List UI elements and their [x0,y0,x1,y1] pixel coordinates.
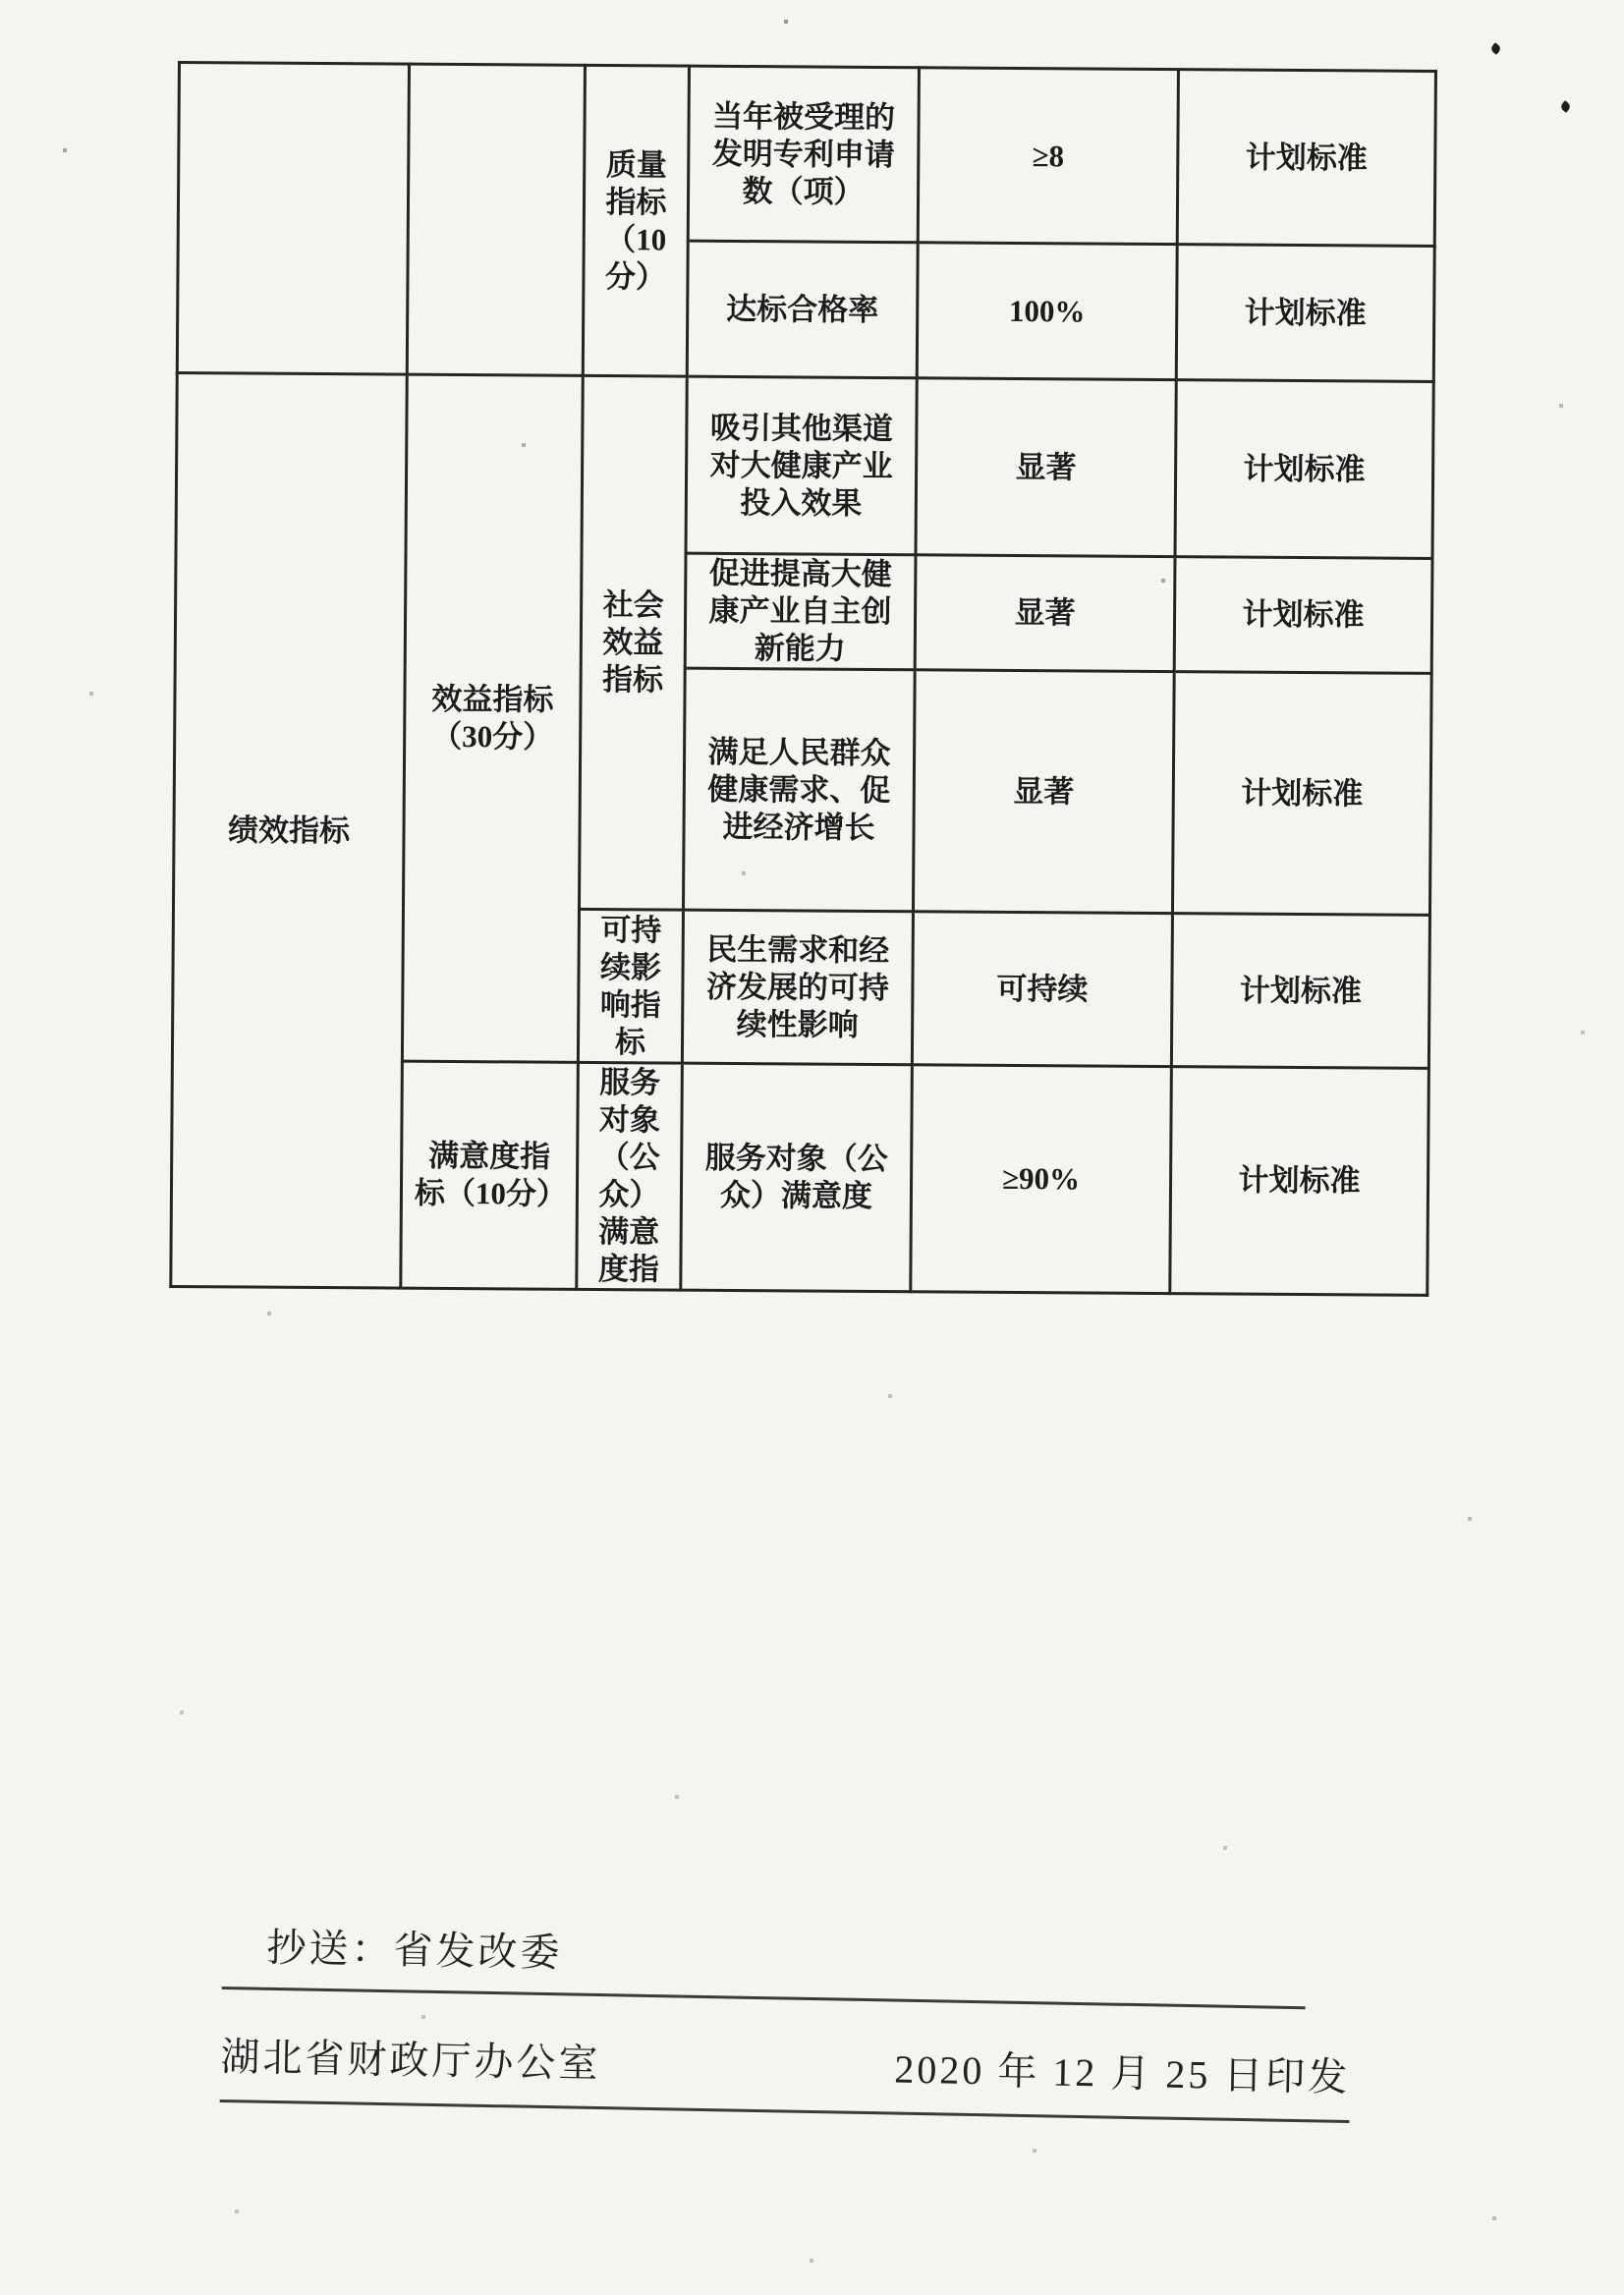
cell-public-satisfaction-value: ≥90% [911,1065,1172,1294]
cell-health-demand-value: 显著 [913,670,1174,914]
cell-sustainability-group: 可持续影响指标 [578,909,683,1063]
cell-patent-applications-indicator: 当年被受理的发明专利申请数（项） [688,66,919,243]
cell-performance-indicator-category: 绩效指标 [171,373,407,1289]
print-date: 2020 年 12 月 25 日印发 [893,2046,1351,2100]
cell-sustainability-standard: 计划标准 [1171,914,1429,1069]
cell-social-benefit-group: 社会效益指标 [579,375,687,910]
cell-patent-applications-value: ≥8 [918,68,1178,245]
cell-attract-investment-value: 显著 [916,378,1176,557]
cell-pass-rate-standard: 计划标准 [1176,245,1434,382]
footer-divider-bottom [220,2099,1350,2123]
scan-noise-speckles [0,0,2,2]
footer-divider-top [222,1987,1306,2009]
ink-speck [1559,100,1572,113]
ink-speck [1489,42,1502,55]
cell-health-demand-indicator: 满足人民群众健康需求、促进经济增长 [683,668,915,912]
cell-innovation-capacity-indicator: 促进提高大健康产业自主创新能力 [685,553,916,670]
cc-line: 抄送：省发改委 [266,1925,563,1976]
cell-health-demand-standard: 计划标准 [1172,672,1431,916]
performance-indicator-table [169,61,1437,1297]
cell-sustainability-indicator: 民生需求和经济发展的可持续性影响 [682,910,913,1065]
cell-benefit-indicator-group: 效益指标（30分） [402,374,583,1062]
cell-attract-investment-indicator: 吸引其他渠道对大健康产业投入效果 [686,376,917,555]
cell-attract-investment-standard: 计划标准 [1175,380,1433,559]
issuing-office: 湖北省财政厅办公室 [220,2034,601,2087]
table-row [178,63,1435,247]
document-footer [220,1922,1353,2123]
cell-pass-rate-value: 100% [917,243,1177,380]
cell-innovation-capacity-value: 显著 [915,555,1175,672]
cell-innovation-capacity-standard: 计划标准 [1174,557,1432,674]
cell-public-satisfaction-indicator: 服务对象（公众）满意度 [681,1063,913,1292]
cell-satisfaction-group: 满意度指标（10分） [401,1061,579,1289]
cell-public-satisfaction-standard: 计划标准 [1170,1067,1429,1296]
cell-sustainability-value: 可持续 [912,912,1172,1067]
cell-quality-indicator-group: 质量指标（10分） [583,65,689,376]
cell-pass-rate-indicator: 达标合格率 [687,241,918,378]
issuer-row [220,2031,1351,2104]
cell-empty-category [177,63,409,375]
table-row [176,373,1433,559]
cell-patent-applications-standard: 计划标准 [1177,70,1435,247]
indicator-table [169,61,1437,1297]
cell-empty-group [407,64,585,375]
cell-satisfaction-sub-group: 服务对象（公众）满意度指 [577,1062,683,1290]
